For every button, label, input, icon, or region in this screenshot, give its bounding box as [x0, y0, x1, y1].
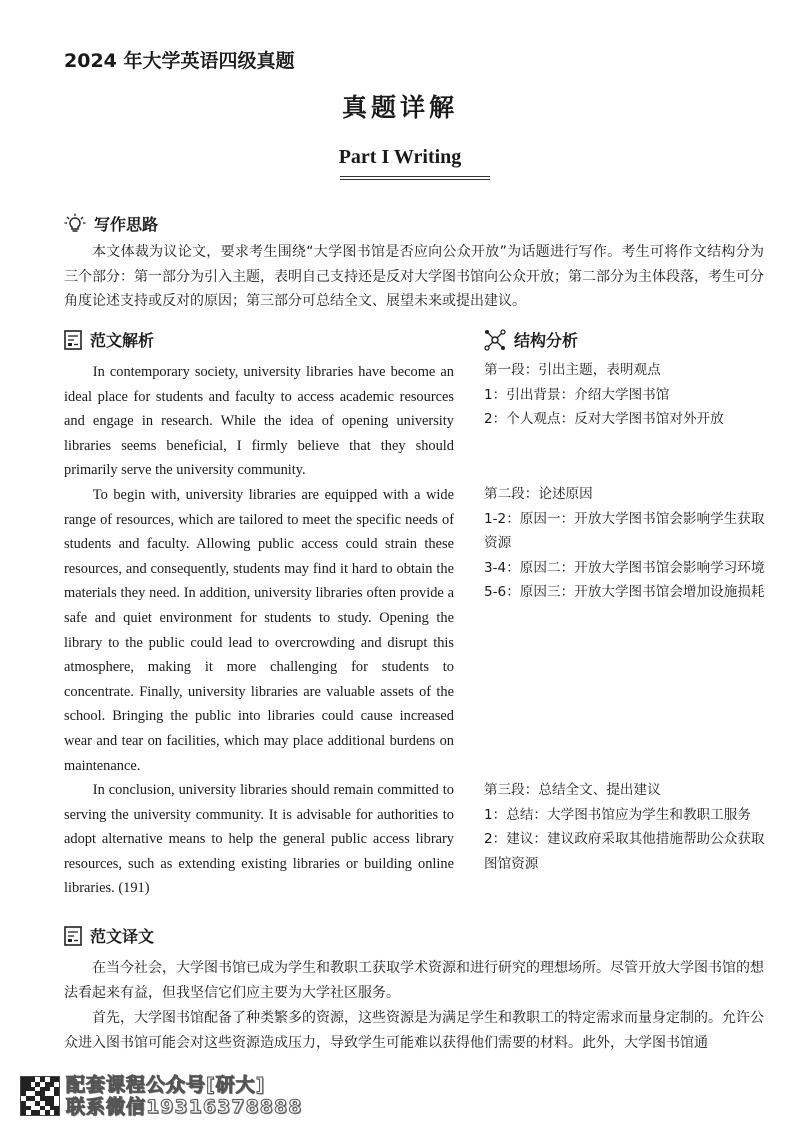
document-icon	[64, 926, 82, 946]
part-title: Part I Writing	[338, 146, 462, 168]
structure-heading	[484, 328, 578, 351]
lightbulb-icon	[64, 213, 86, 235]
part-title-underline	[340, 176, 490, 180]
structure-item: 3-4：原因二：开放大学图书馆会影响学习环境	[484, 559, 765, 576]
structure-block-title: 第一段：引出主题，表明观点	[484, 362, 661, 378]
structure-item: 2：建议：建议政府采取其他措施帮助公众获取图馆资源	[484, 831, 765, 872]
footer-watermark	[20, 1074, 302, 1118]
network-icon	[484, 329, 506, 351]
structure-block-1	[484, 358, 774, 432]
writing-idea-text: 本文体裁为议论文，要求考生围绕“大学图书馆是否应向公众开放”为话题进行写作。考生可将作文结构分为三个部分：第一部分为引入主题，表明自己支持还是反对大学图书馆向公众开放；第二部分为主体段落，考生可分角度论述支持或反对的原因；第三部分可总结全文、展望未来或提出建议。	[64, 244, 764, 309]
structure-block-2	[484, 482, 774, 605]
structure-block-3	[484, 778, 774, 876]
structure-item: 1-2：原因一：开放大学图书馆会影响学生获取资源	[484, 510, 765, 552]
sample-essay-heading-label: 范文解析	[90, 331, 155, 350]
essay-paragraph-3: In conclusion, university libraries should remain committed to serving the university community. It is advisable for authorities to adopt alternative means to help the general public access library resources, such as extending existing libraries or building online libraries. (191)	[64, 782, 454, 897]
essay-paragraph-1: In contemporary society, university libraries have become an ideal place for students and faculty to access academic resources and engage in research. While the idea of opening university libraries seems beneficial, I firmly believe that they should primarily serve the university community.	[64, 364, 454, 479]
watermark-line-2: 联系微信19316378888	[66, 1096, 303, 1118]
structure-block-title: 第二段：论述原因	[484, 486, 593, 502]
structure-item: 2：个人观点：反对大学图书馆对外开放	[484, 411, 724, 428]
structure-heading-label: 结构分析	[514, 331, 579, 350]
translation-paragraph-1: 在当今社会，大学图书馆已成为学生和教职工获取学术资源和进行研究的理想场所。尽管开放大学图书馆的想法看起来有益，但我坚信它们应主要为大学社区服务。	[64, 960, 764, 1001]
sample-essay-heading	[64, 328, 154, 351]
structure-block-title: 第三段：总结全文、提出建议	[484, 782, 661, 798]
page-title: 真题详解	[341, 93, 458, 122]
translation-heading-label: 范文译文	[90, 927, 155, 946]
translation-paragraph-2: 首先，大学图书馆配备了种类繁多的资源，这些资源是为满足学生和教职工的特定需求而量身定制的。允许公众进入图书馆可能会对这些资源造成压力，导致学生可能难以获得他们需要的材料。此外，大学图书馆通	[64, 1010, 764, 1051]
exam-title: 2024 年大学英语四级真题	[64, 50, 295, 72]
writing-idea-heading-label: 写作思路	[94, 215, 159, 234]
watermark-line-1: 配套课程公众号[研大]	[66, 1074, 266, 1096]
translation-heading	[64, 924, 154, 947]
structure-item: 1：总结：大学图书馆应为学生和教职工服务	[484, 806, 751, 823]
document-icon	[64, 330, 82, 350]
sample-essay	[64, 360, 454, 901]
structure-item: 1：引出背景：介绍大学图书馆	[484, 386, 670, 403]
essay-paragraph-2: To begin with, university libraries are equipped with a wide range of resources, which are tailored to meet the specific needs of students and faculty. Allowing public access could strain these resources, and consequently, students may find it hard to obtain the materials they need. In addition, university libraries often provide a safe and quiet environment for students to study. Opening the library to the public could lead to overcrowding and disrupt this atmosphere, making it more challenging for students to concentrate. Finally, university libraries are valuable assets of the school. Bringing the public into libraries could cause increased wear and tear on facilities, which may place additional burdens on maintenance.	[64, 486, 454, 774]
writing-idea-heading	[64, 212, 158, 235]
structure-item: 5-6：原因三：开放大学图书馆会增加设施损耗	[484, 584, 765, 601]
qr-code-icon	[20, 1076, 60, 1116]
